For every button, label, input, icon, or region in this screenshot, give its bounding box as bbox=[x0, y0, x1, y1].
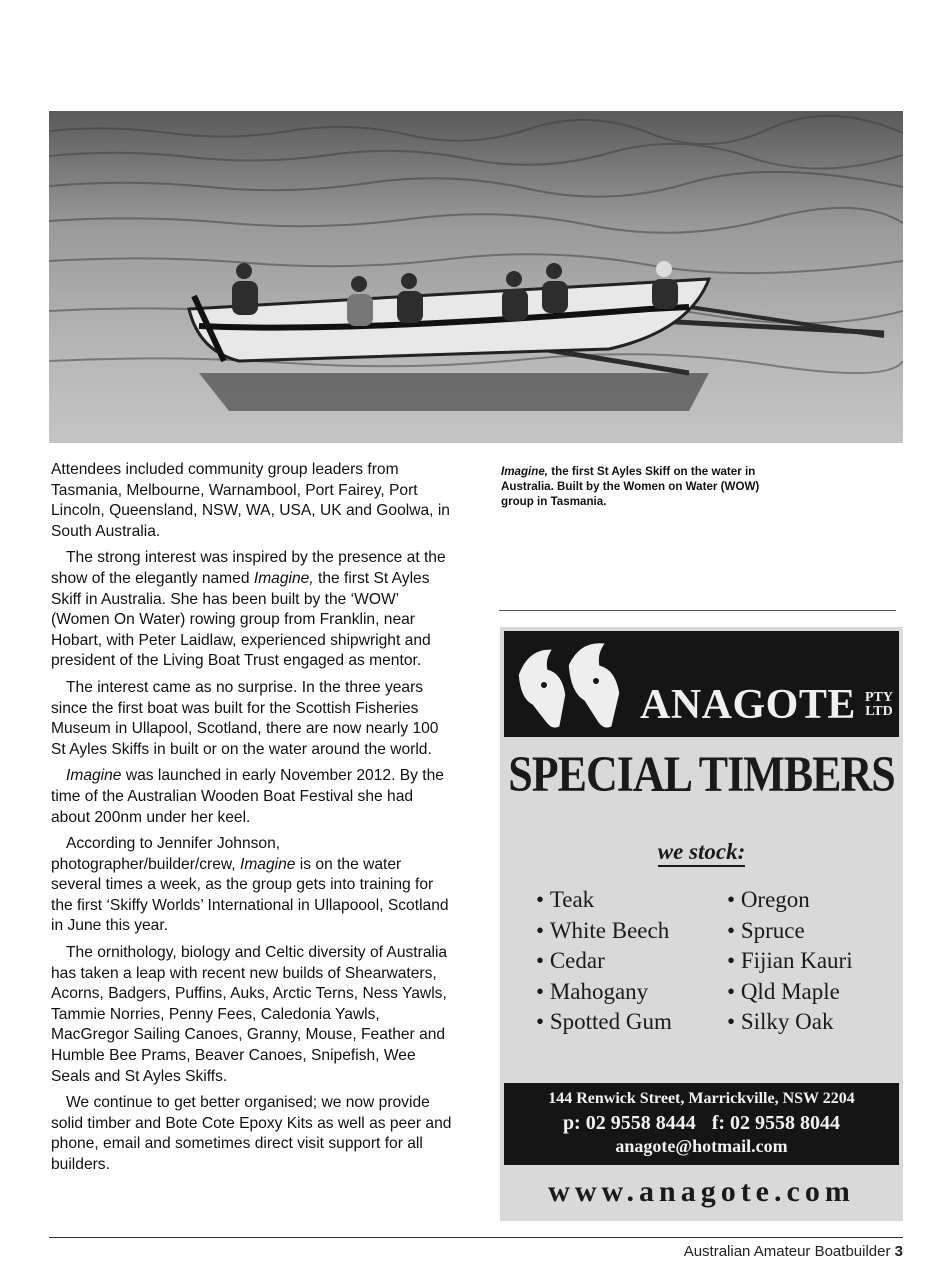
footer-divider bbox=[49, 1237, 903, 1238]
article-paragraph: The ornithology, biology and Celtic diversity of Australia has taken a leap with recent new builds of Shearwaters, Acorns, Badgers, Puffins, Auks, Arctic Terns, Ness Yawls, Tammie Norries, Penny Fees, Caledonia Yawls, MacGregor Sailing Canoes, Granny, Mouse, Feather and Humble Bee Prams, Beaver Canoes, Snipefish, Wee Seals and St Ayles Skiffs. bbox=[51, 944, 448, 1085]
goat-heads-logo-icon bbox=[508, 635, 638, 735]
list-item: • Spotted Gum bbox=[536, 1007, 672, 1038]
article-paragraph: Attendees included community group leaders from Tasmania, Melbourne, Warnambool, Port Fairey, Port Lincoln, Queensland, NSW, WA, USA, UK and Goolwa, in South Australia. bbox=[51, 461, 450, 540]
ad-email: anagote@hotmail.com bbox=[615, 1136, 788, 1156]
ad-headline: SPECIAL TIMBERS bbox=[508, 746, 895, 803]
article-paragraph: According to Jennifer Johnson, photographer/builder/crew, Imagine is on the water several times a week, as the group gets into training for the first ‘Skiffy Worlds’ International in Ullapoool, Scotland in June this year. bbox=[51, 835, 449, 935]
list-item: • Teak bbox=[536, 885, 672, 916]
list-item: • White Beech bbox=[536, 916, 672, 947]
caption-divider bbox=[499, 610, 896, 611]
article-paragraph: The strong interest was inspired by the presence at the show of the elegantly named Imagine, the first St Ayles Skiff in Australia. She has been built by the ‘WOW’ (Women On Water) rowing group from Franklin, near Hobart, with Peter Laidlaw, experienced shipwright and president of the Living Boat Trust engaged as mentor. bbox=[51, 549, 446, 670]
ad-phones: p: 02 9558 8444 f: 02 9558 8044 bbox=[562, 1112, 841, 1134]
article-paragraph: The interest came as no surprise. In the three years since the first boat was built for the Scottish Fisheries Museum in Ullapool, Scotland, there are now nearly 100 St Ayles Skiffs in built or on the water around the world. bbox=[51, 678, 439, 758]
ad-address: 144 Renwick Street, Marrickville, NSW 2204 bbox=[548, 1090, 855, 1107]
list-item: • Fijian Kauri bbox=[727, 946, 853, 977]
page-footer: Australian Amateur Boatbuilder 3 bbox=[683, 1243, 903, 1260]
article-body bbox=[51, 460, 453, 1182]
ad-contact-box bbox=[504, 1083, 899, 1165]
rowing-skiff-photo-icon bbox=[49, 111, 903, 443]
ad-brand-suffix: PTY LTD bbox=[865, 690, 893, 719]
photo-caption: Imagine, the first St Ayles Skiff on the water in Australia. Built by the Women on Water (WOW) group in Tasmania. bbox=[501, 465, 760, 509]
article-paragraph: Imagine was launched in early November 2012. By the time of the Australian Wooden Boat Festival she had about 200nm under her keel. bbox=[51, 767, 444, 826]
article-paragraph: We continue to get better organised; we now provide solid timber and Bote Cote Epoxy Kits as well as peer and phone, email and sometimes direct visit support for all builders. bbox=[51, 1094, 452, 1173]
ad-we-stock: we stock: bbox=[500, 839, 903, 865]
timber-list-right bbox=[727, 885, 853, 1038]
list-item: • Qld Maple bbox=[727, 977, 853, 1008]
ad-header bbox=[504, 631, 899, 737]
list-item: • Mahogany bbox=[536, 977, 672, 1008]
timber-list-left bbox=[536, 885, 672, 1038]
list-item: • Cedar bbox=[536, 946, 672, 977]
ad-website: www.anagote.com bbox=[548, 1175, 855, 1208]
ad-brand-name: ANAGOTE bbox=[640, 682, 856, 728]
anagote-advertisement bbox=[500, 627, 903, 1221]
rowing-skiff-photo bbox=[49, 111, 903, 443]
list-item: • Oregon bbox=[727, 885, 853, 916]
list-item: • Silky Oak bbox=[727, 1007, 853, 1038]
list-item: • Spruce bbox=[727, 916, 853, 947]
